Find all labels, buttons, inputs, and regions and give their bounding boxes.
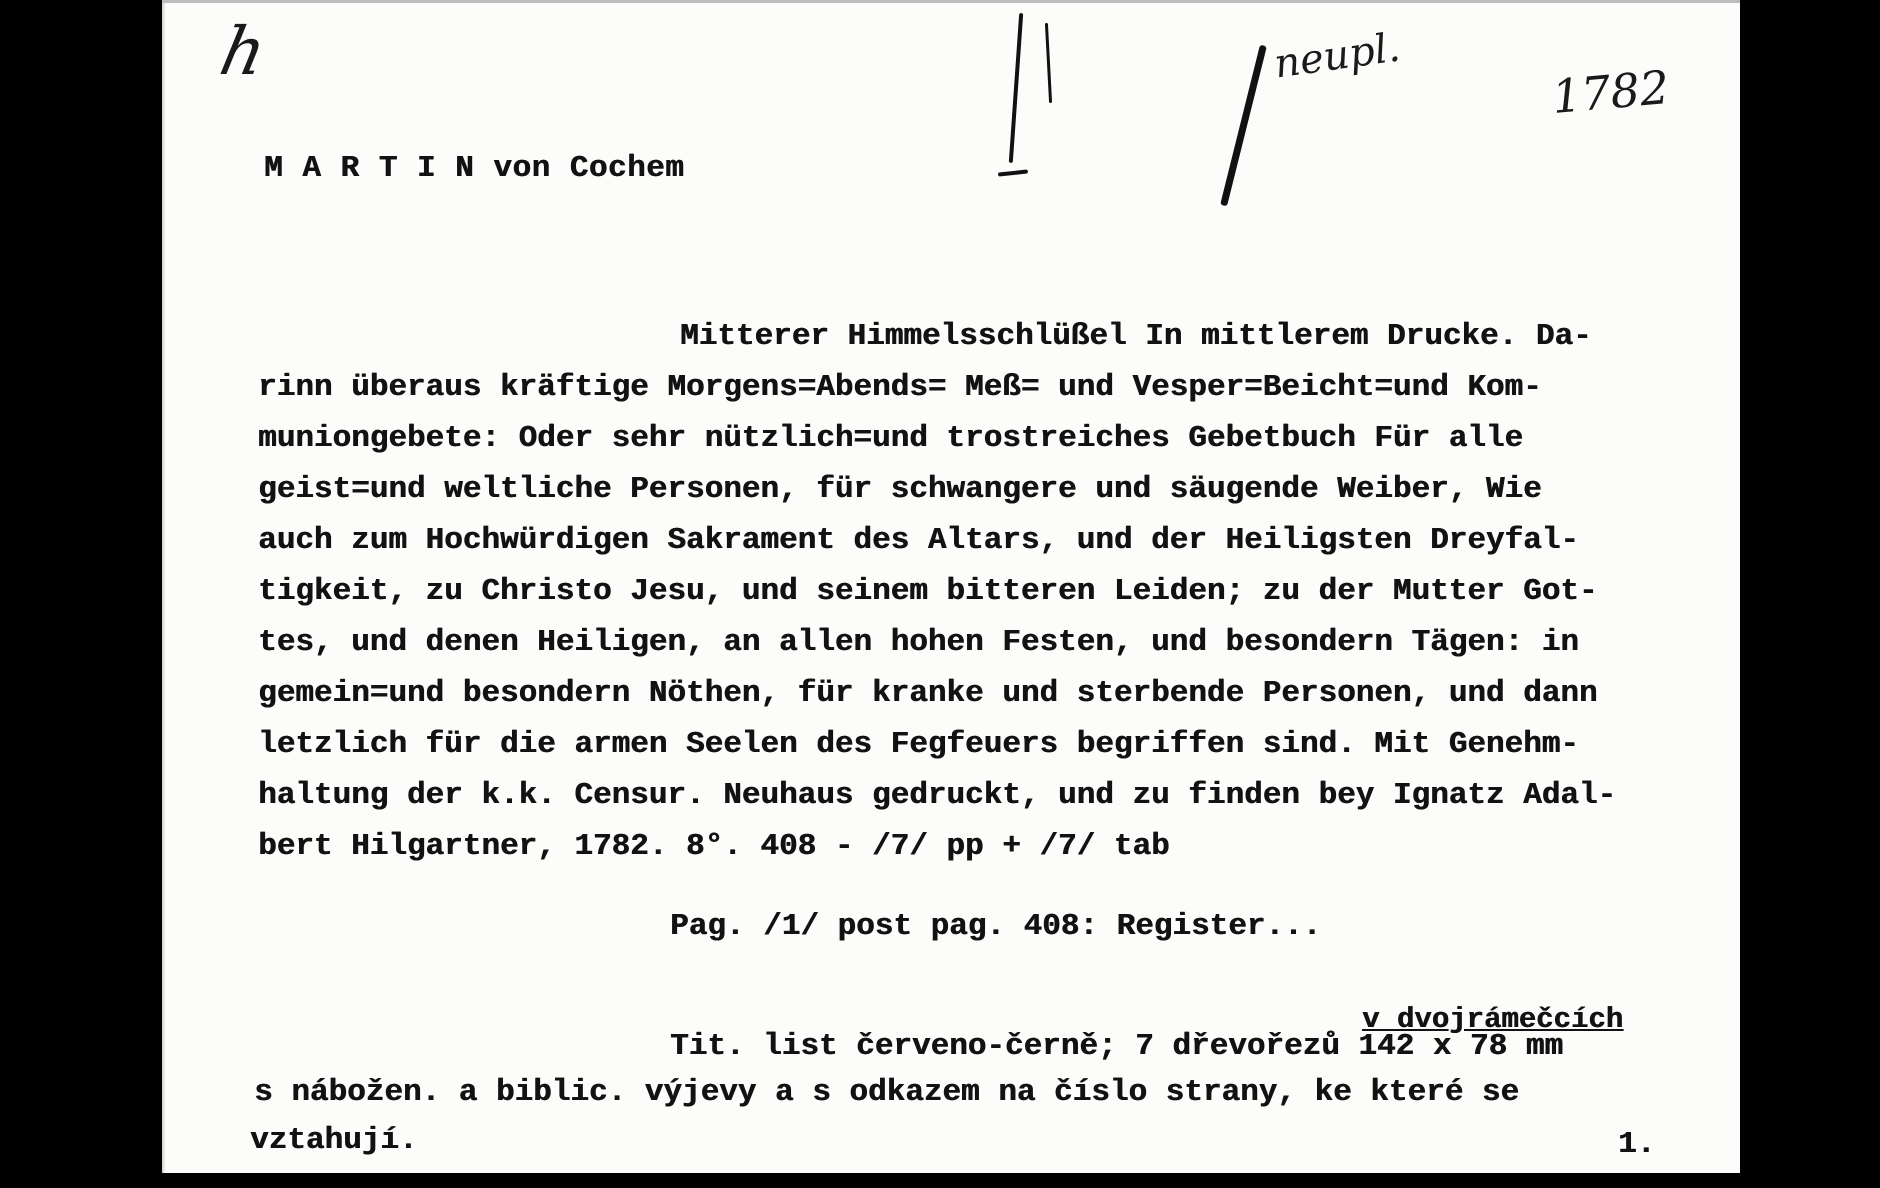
handwritten-annotation: v dvojrámečcích [1362,1003,1624,1036]
card-number: 1. [1618,1127,1656,1162]
description-line: letzlich für die armen Seelen des Fegfeuers begriffen sind. Mit Genehm- [258,727,1579,762]
catalog-card [162,0,1740,1173]
handwritten-note: neupl. [1271,24,1403,88]
pen-stroke [1009,13,1023,163]
description-line: bert Hilgartner, 1782. 8°. 408 - /7/ pp + /7/ tab [258,829,1170,864]
handwritten-corner-mark: h [213,13,273,90]
handwritten-year: 1782 [1549,60,1672,124]
title-page-note: s nábožen. a biblic. výjevy a s odkazem na číslo strany, ke které se [254,1075,1520,1110]
description-line: gemein=und besondern Nöthen, für kranke und sterbende Personen, und dann [258,676,1598,711]
description-line: muniongebete: Oder sehr nützlich=und trostreiches Gebetbuch Für alle [258,421,1524,456]
author-heading: M A R T I N von Cochem [264,151,685,186]
description-line: Mitterer Himmelsschlüßel In mittlerem Drucke. Da- [680,319,1592,354]
description-line: tes, und denen Heiligen, an allen hohen Festen, und besondern Tägen: in [258,625,1579,660]
scan-edge [162,3,166,1173]
description-line: auch zum Hochwürdigen Sakrament des Altars, und der Heiligsten Dreyfal- [258,523,1579,558]
description-line: haltung der k.k. Censur. Neuhaus gedruckt, und zu finden bey Ignatz Adal- [258,778,1617,813]
pen-stroke [1220,45,1267,207]
title-page-note: vztahují. [250,1123,418,1158]
pagination-note: Pag. /1/ post pag. 408: Register... [670,909,1322,944]
title-page-note: Tit. list červeno-černě; 7 dřevořezů 142 x 78 mm [670,1029,1563,1064]
title-description [258,311,1698,872]
pen-stroke [998,169,1028,176]
description-line: geist=und weltliche Personen, für schwangere und säugende Weiber, Wie [258,472,1542,507]
description-line: tigkeit, zu Christo Jesu, und seinem bitteren Leiden; zu der Mutter Got- [258,574,1598,609]
pen-stroke [1045,23,1052,103]
description-line: rinn überaus kräftige Morgens=Abends= Meß= und Vesper=Beicht=und Kom- [258,370,1542,405]
